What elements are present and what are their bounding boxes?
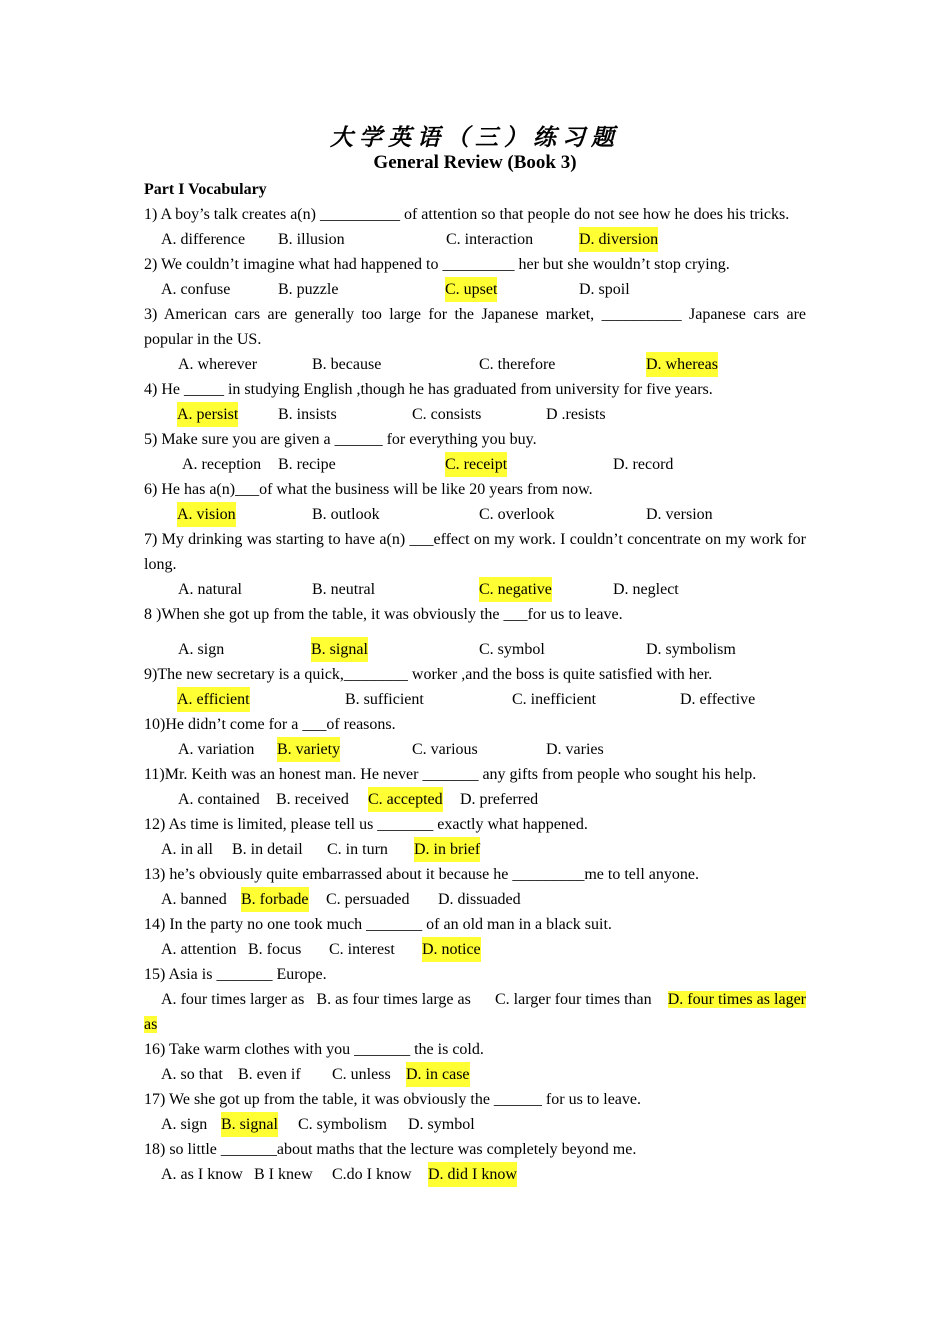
question-block — [144, 912, 806, 962]
question-block — [144, 862, 806, 912]
question-text: 4) He _____ in studying English ,though he has graduated from university for five years. — [144, 381, 713, 398]
question-block — [144, 812, 806, 862]
option-c: C. inefficient — [512, 691, 597, 708]
options-row — [144, 887, 806, 912]
options-row — [144, 1062, 806, 1087]
option-d: D. neglect — [613, 581, 679, 598]
option-d: D. spoil — [579, 281, 630, 298]
options-row — [144, 277, 806, 302]
question-block — [144, 252, 806, 302]
chinese-title: 大学英语（三）练习题 — [330, 125, 620, 150]
question-text: 11)Mr. Keith was an honest man. He never _______ any gifts from people who sought his help. — [144, 766, 757, 783]
question-block — [144, 527, 806, 602]
option-c: C. overlook — [479, 506, 555, 523]
section-heading: Part I Vocabulary — [144, 181, 267, 198]
question-block — [144, 1137, 806, 1187]
options-row — [144, 1112, 806, 1137]
option-c-answer: C. accepted — [368, 787, 443, 812]
english-title: General Review (Book 3) — [373, 152, 577, 173]
option-b-answer: B. forbade — [241, 887, 309, 912]
options-row — [144, 1162, 806, 1187]
question-text: 12) As time is limited, please tell us _______ exactly what happened. — [144, 816, 588, 833]
question-text: 13) he’s obviously quite embarrassed about it because he _________me to tell anyone. — [144, 866, 699, 883]
question-text: 16) Take warm clothes with you _______ the is cold. — [144, 1041, 484, 1058]
option-c-answer: C. upset — [445, 277, 497, 302]
option-c: C. interaction — [446, 231, 534, 248]
option-c-answer: C. receipt — [445, 452, 507, 477]
option-a: A. attention — [161, 941, 237, 958]
option-a: A. wherever — [178, 356, 258, 373]
question-block — [144, 302, 806, 377]
option-d: D. varies — [546, 741, 604, 758]
options-row — [144, 452, 806, 477]
option-b: B. illusion — [278, 231, 345, 248]
option-b: B. as four times large as — [316, 991, 471, 1008]
option-c: C. consists — [412, 406, 482, 423]
option-a-answer: A. efficient — [177, 687, 250, 712]
options-row — [144, 937, 806, 962]
options-row — [144, 402, 806, 427]
options-row — [144, 227, 806, 252]
option-c: C. in turn — [327, 841, 388, 858]
option-d-answer: D. four times as lager as — [144, 991, 807, 1033]
question-text: 2) We couldn’t imagine what had happened to _________ her but she wouldn’t stop crying. — [144, 256, 730, 273]
document-page — [144, 124, 806, 1187]
option-a: A. four times larger as — [161, 991, 305, 1008]
option-d: D. record — [613, 456, 674, 473]
question-block — [144, 427, 806, 477]
question-text: 7) My drinking was starting to have a(n) ___effect on my work. I couldn’t concentrate on my work for long. — [144, 531, 806, 573]
option-d-answer: D. in case — [406, 1062, 470, 1087]
option-c: C. various — [412, 741, 478, 758]
option-b: B. puzzle — [278, 281, 339, 298]
question-block — [144, 602, 806, 662]
options-row — [144, 502, 806, 527]
options-row — [144, 687, 806, 712]
question-block — [144, 1037, 806, 1087]
option-d-answer: D. diversion — [579, 227, 658, 252]
option-c-answer: C. negative — [479, 577, 552, 602]
option-d: D. version — [646, 506, 713, 523]
question-block — [144, 1087, 806, 1137]
question-text: 6) He has a(n)___of what the business will be like 20 years from now. — [144, 481, 593, 498]
option-d-answer: D. notice — [422, 937, 481, 962]
question-text: 9)The new secretary is a quick,________ worker ,and the boss is quite satisfied with her. — [144, 666, 713, 683]
option-d-answer: D. whereas — [646, 352, 718, 377]
option-c: C. larger four times than — [494, 991, 652, 1008]
question-block — [144, 477, 806, 527]
question-text: 10)He didn’t come for a ___of reasons. — [144, 716, 396, 733]
option-a: A. sign — [161, 1116, 208, 1133]
option-a: A. difference — [161, 231, 246, 248]
option-a: A. sign — [178, 641, 225, 658]
option-a: A. in all — [161, 841, 213, 858]
option-b: B. even if — [238, 1066, 301, 1083]
option-d: D. effective — [680, 691, 756, 708]
option-c: C. persuaded — [326, 891, 410, 908]
option-a: A. natural — [178, 581, 242, 598]
option-b: B. recipe — [278, 456, 336, 473]
option-c: C. interest — [329, 941, 395, 958]
option-a: A. so that — [161, 1066, 223, 1083]
option-b: B. focus — [248, 941, 302, 958]
option-a: A. as I know — [161, 1166, 243, 1183]
option-c: C.do I know — [332, 1166, 412, 1183]
option-a: A. banned — [161, 891, 227, 908]
option-d: D. preferred — [460, 791, 539, 808]
question-block — [144, 202, 806, 252]
question-text: 18) so little _______about maths that the lecture was completely beyond me. — [144, 1141, 637, 1158]
option-b: B. because — [312, 356, 382, 373]
option-c: C. symbol — [479, 641, 545, 658]
option-d: D. dissuaded — [438, 891, 521, 908]
option-b: B. in detail — [232, 841, 303, 858]
option-b-answer: B. signal — [221, 1112, 278, 1137]
option-b: B. neutral — [312, 581, 376, 598]
spacer — [144, 627, 806, 637]
option-a: A. variation — [178, 741, 255, 758]
option-d-answer: D. in brief — [414, 837, 480, 862]
question-text: 3) American cars are generally too large for the Japanese market, __________ Japanese cars are popular in the US. — [144, 306, 806, 348]
question-text: 15) Asia is _______ Europe. — [144, 966, 327, 983]
option-d: D. symbolism — [646, 641, 736, 658]
option-d: D. symbol — [408, 1116, 475, 1133]
options-row — [144, 787, 806, 812]
options-paragraph — [144, 987, 806, 1037]
option-b: B. sufficient — [345, 691, 424, 708]
option-d: D .resists — [546, 406, 606, 423]
option-c: C. symbolism — [298, 1116, 387, 1133]
option-b-answer: B. signal — [311, 637, 368, 662]
question-text: 14) In the party no one took much _______ of an old man in a black suit. — [144, 916, 612, 933]
question-block — [144, 712, 806, 762]
question-text: 8 )When she got up from the table, it was obviously the ___for us to leave. — [144, 606, 623, 623]
options-row — [144, 637, 806, 662]
option-b: B I knew — [254, 1166, 313, 1183]
option-a: A. reception — [182, 456, 262, 473]
option-a: A. contained — [178, 791, 260, 808]
option-b: B. insists — [278, 406, 337, 423]
options-row — [144, 577, 806, 602]
question-block — [144, 762, 806, 812]
question-block — [144, 377, 806, 427]
option-b: B. received — [276, 791, 349, 808]
option-a: A. confuse — [161, 281, 231, 298]
option-c: C. therefore — [479, 356, 556, 373]
options-row — [144, 352, 806, 377]
question-text: 1) A boy’s talk creates a(n) __________ of attention so that people do not see how he does his tricks. — [144, 206, 790, 223]
option-a-answer: A. vision — [177, 502, 236, 527]
question-block — [144, 962, 806, 1037]
option-d-answer: D. did I know — [428, 1162, 517, 1187]
option-b: B. outlook — [312, 506, 380, 523]
option-c: C. unless — [332, 1066, 391, 1083]
options-row — [144, 737, 806, 762]
option-b-answer: B. variety — [277, 737, 340, 762]
question-block — [144, 662, 806, 712]
options-row — [144, 837, 806, 862]
question-text: 17) We she got up from the table, it was obviously the ______ for us to leave. — [144, 1091, 641, 1108]
option-a-answer: A. persist — [177, 402, 238, 427]
question-text: 5) Make sure you are given a ______ for everything you buy. — [144, 431, 537, 448]
